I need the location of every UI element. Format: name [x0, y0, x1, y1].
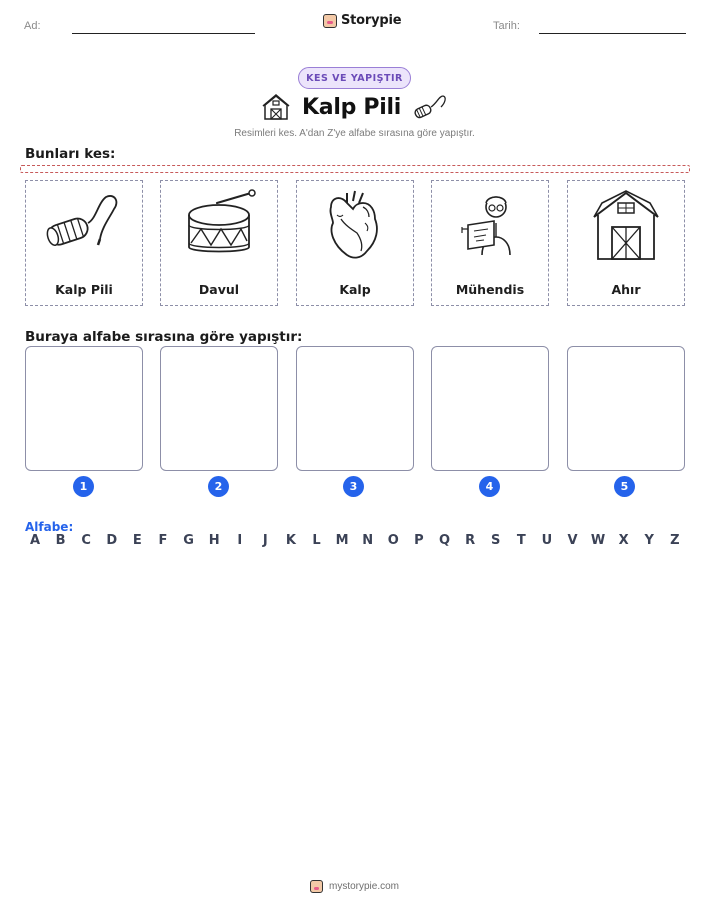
alphabet-letter: J — [262, 533, 268, 548]
name-line[interactable] — [72, 33, 255, 34]
cut-card-drum[interactable] — [160, 180, 278, 306]
date-label: Tarih: — [493, 20, 520, 32]
alphabet-letter: S — [491, 533, 501, 548]
heart-icon — [311, 189, 399, 261]
alphabet-letter: O — [387, 533, 399, 548]
paste-box-3[interactable] — [296, 346, 414, 471]
alphabet-letter: V — [567, 533, 578, 548]
cut-card-engineer[interactable] — [431, 180, 549, 306]
cut-card-pacemaker[interactable] — [25, 180, 143, 306]
cut-card-heart[interactable] — [296, 180, 414, 306]
footer — [0, 880, 709, 893]
alphabet-letter: N — [362, 533, 374, 548]
paste-box-1[interactable] — [25, 346, 143, 471]
number-badge-3: 3 — [343, 476, 364, 497]
alphabet-letter: H — [208, 533, 220, 548]
storypie-mascot-icon — [310, 880, 323, 893]
alphabet-letter: G — [183, 533, 194, 548]
alphabet-letter: K — [285, 533, 296, 548]
activity-badge: KES VE YAPIŞTIR — [298, 67, 411, 89]
name-label: Ad: — [24, 20, 41, 32]
alphabet-row — [25, 533, 685, 548]
card-label: Davul — [198, 282, 240, 297]
alphabet-letter: T — [516, 533, 526, 548]
barn-icon — [262, 93, 290, 121]
date-line[interactable] — [539, 33, 686, 34]
title-row — [0, 92, 709, 122]
barn-icon — [582, 189, 670, 261]
alphabet-letter: B — [55, 533, 66, 548]
cut-line — [20, 165, 690, 173]
alphabet-letter: U — [541, 533, 553, 548]
card-label: Ahır — [611, 282, 641, 297]
cut-section-label: Bunları kes: — [25, 146, 116, 162]
pacemaker-icon — [40, 189, 128, 261]
alphabet-title: Alfabe: — [25, 520, 74, 534]
storypie-logo — [323, 13, 401, 28]
alphabet-letter: M — [335, 533, 349, 548]
alphabet-letter: Y — [644, 533, 654, 548]
alphabet-letter: A — [29, 533, 41, 548]
footer-site[interactable]: mystorypie.com — [328, 881, 399, 892]
alphabet-letter: X — [618, 533, 629, 548]
alphabet-letter: I — [237, 533, 243, 548]
logo-text: Storypie — [341, 13, 402, 28]
paste-box-4[interactable] — [431, 346, 549, 471]
page-title: Kalp Pili — [302, 94, 401, 120]
pacemaker-icon — [413, 93, 447, 121]
alphabet-letter: F — [158, 533, 168, 548]
alphabet-letter: E — [132, 533, 142, 548]
alphabet-letter: R — [465, 533, 476, 548]
card-label: Mühendis — [455, 282, 525, 297]
alphabet-letter: D — [106, 533, 118, 548]
paste-box-2[interactable] — [160, 346, 278, 471]
number-badge-4: 4 — [479, 476, 500, 497]
paste-section-label: Buraya alfabe sırasına göre yapıştır: — [25, 329, 303, 345]
number-badge-1: 1 — [73, 476, 94, 497]
number-badge-2: 2 — [208, 476, 229, 497]
alphabet-letter: C — [81, 533, 91, 548]
alphabet-letter: Z — [670, 533, 680, 548]
alphabet-letter: W — [590, 533, 606, 548]
cut-card-barn[interactable] — [567, 180, 685, 306]
alphabet-letter: L — [312, 533, 321, 548]
drum-icon — [175, 189, 263, 261]
card-label: Kalp — [339, 282, 371, 297]
alphabet-letter: P — [414, 533, 424, 548]
alphabet-letter: Q — [438, 533, 451, 548]
number-badge-5: 5 — [614, 476, 635, 497]
storypie-mascot-icon — [323, 14, 337, 28]
paste-box-5[interactable] — [567, 346, 685, 471]
instructions: Resimleri kes. A'dan Z'ye alfabe sırasına göre yapıştır. — [234, 128, 475, 139]
card-label: Kalp Pili — [55, 282, 113, 297]
engineer-icon — [446, 189, 534, 261]
